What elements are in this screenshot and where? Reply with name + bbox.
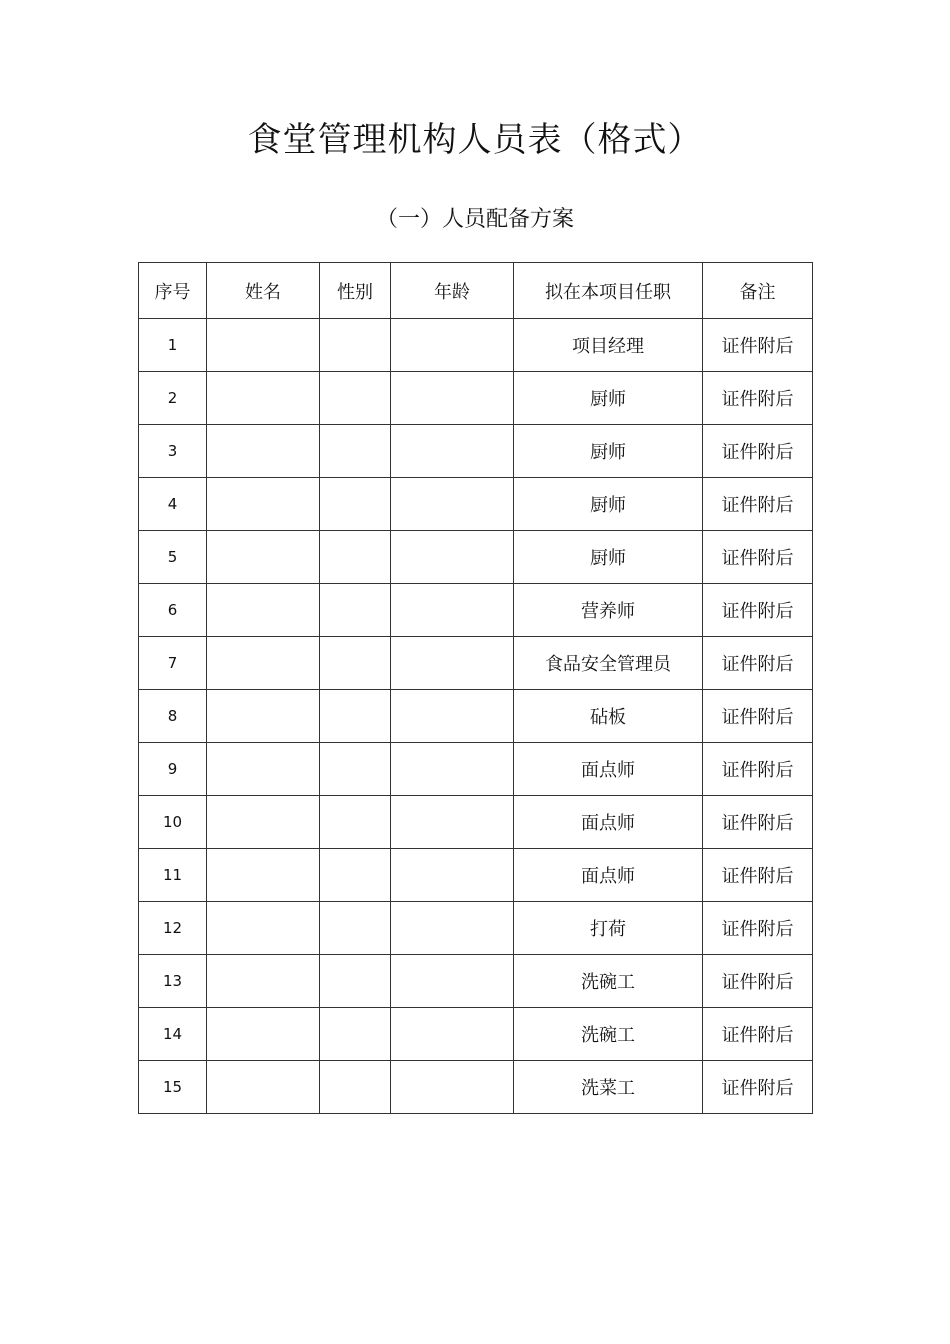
table-row: [139, 319, 813, 372]
cell-seq: 2: [139, 372, 207, 425]
cell-gender: [320, 478, 391, 531]
cell-note: 证件附后: [703, 902, 813, 955]
cell-note: 证件附后: [703, 478, 813, 531]
cell-note: 证件附后: [703, 1061, 813, 1114]
cell-seq: 14: [139, 1008, 207, 1061]
cell-seq: 7: [139, 637, 207, 690]
cell-seq: 10: [139, 796, 207, 849]
cell-gender: [320, 1061, 391, 1114]
cell-gender: [320, 372, 391, 425]
cell-seq: 12: [139, 902, 207, 955]
cell-name: [207, 372, 320, 425]
table-row: [139, 1061, 813, 1114]
cell-seq: 15: [139, 1061, 207, 1114]
cell-seq: 4: [139, 478, 207, 531]
cell-position: 厨师: [514, 425, 703, 478]
table-row: [139, 902, 813, 955]
cell-name: [207, 955, 320, 1008]
table-row: [139, 955, 813, 1008]
page-title: 食堂管理机构人员表（格式）: [247, 120, 703, 160]
cell-name: [207, 690, 320, 743]
cell-note: 证件附后: [703, 531, 813, 584]
table-row: [139, 531, 813, 584]
cell-note: 证件附后: [703, 1008, 813, 1061]
cell-seq: 5: [139, 531, 207, 584]
cell-name: [207, 319, 320, 372]
cell-position: 食品安全管理员: [514, 637, 703, 690]
cell-name: [207, 637, 320, 690]
cell-seq: 3: [139, 425, 207, 478]
cell-note: 证件附后: [703, 796, 813, 849]
cell-name: [207, 478, 320, 531]
cell-position: 洗碗工: [514, 1008, 703, 1061]
cell-age: [391, 1008, 514, 1061]
cell-age: [391, 531, 514, 584]
cell-gender: [320, 319, 391, 372]
cell-age: [391, 319, 514, 372]
cell-position: 项目经理: [514, 319, 703, 372]
cell-gender: [320, 531, 391, 584]
cell-gender: [320, 902, 391, 955]
cell-name: [207, 425, 320, 478]
cell-note: 证件附后: [703, 955, 813, 1008]
cell-name: [207, 796, 320, 849]
cell-age: [391, 955, 514, 1008]
table-row: [139, 478, 813, 531]
table-row: [139, 1008, 813, 1061]
cell-note: 证件附后: [703, 690, 813, 743]
staff-table: [138, 262, 813, 1114]
cell-position: 面点师: [514, 796, 703, 849]
cell-position: 厨师: [514, 531, 703, 584]
cell-seq: 8: [139, 690, 207, 743]
cell-age: [391, 902, 514, 955]
table-row: [139, 637, 813, 690]
cell-gender: [320, 955, 391, 1008]
cell-age: [391, 743, 514, 796]
cell-age: [391, 796, 514, 849]
cell-position: 砧板: [514, 690, 703, 743]
cell-name: [207, 1061, 320, 1114]
cell-age: [391, 637, 514, 690]
cell-note: 证件附后: [703, 743, 813, 796]
cell-name: [207, 584, 320, 637]
cell-position: 厨师: [514, 372, 703, 425]
cell-position: 厨师: [514, 478, 703, 531]
header-note: 备注: [703, 263, 813, 319]
header-age: 年龄: [391, 263, 514, 319]
table-header-row: [139, 263, 813, 319]
cell-age: [391, 425, 514, 478]
cell-gender: [320, 849, 391, 902]
cell-note: 证件附后: [703, 372, 813, 425]
table-row: [139, 372, 813, 425]
cell-gender: [320, 1008, 391, 1061]
cell-position: 打荷: [514, 902, 703, 955]
cell-position: 洗菜工: [514, 1061, 703, 1114]
table-row: [139, 690, 813, 743]
table-row: [139, 425, 813, 478]
cell-name: [207, 902, 320, 955]
cell-seq: 13: [139, 955, 207, 1008]
cell-age: [391, 690, 514, 743]
header-seq: 序号: [139, 263, 207, 319]
header-gender: 性别: [320, 263, 391, 319]
cell-gender: [320, 637, 391, 690]
cell-name: [207, 1008, 320, 1061]
cell-note: 证件附后: [703, 849, 813, 902]
table-row: [139, 796, 813, 849]
cell-name: [207, 849, 320, 902]
cell-gender: [320, 743, 391, 796]
cell-position: 面点师: [514, 849, 703, 902]
cell-position: 面点师: [514, 743, 703, 796]
cell-name: [207, 531, 320, 584]
cell-position: 营养师: [514, 584, 703, 637]
cell-position: 洗碗工: [514, 955, 703, 1008]
cell-seq: 1: [139, 319, 207, 372]
cell-note: 证件附后: [703, 319, 813, 372]
table-row: [139, 584, 813, 637]
table-row: [139, 743, 813, 796]
cell-gender: [320, 584, 391, 637]
cell-gender: [320, 425, 391, 478]
cell-age: [391, 372, 514, 425]
header-position: 拟在本项目任职: [514, 263, 703, 319]
table-row: [139, 849, 813, 902]
cell-age: [391, 849, 514, 902]
cell-seq: 9: [139, 743, 207, 796]
header-name: 姓名: [207, 263, 320, 319]
cell-name: [207, 743, 320, 796]
cell-age: [391, 1061, 514, 1114]
cell-note: 证件附后: [703, 425, 813, 478]
cell-seq: 6: [139, 584, 207, 637]
cell-note: 证件附后: [703, 584, 813, 637]
cell-gender: [320, 796, 391, 849]
section-subtitle: （一）人员配备方案: [375, 207, 574, 232]
cell-seq: 11: [139, 849, 207, 902]
cell-note: 证件附后: [703, 637, 813, 690]
table-body: [139, 319, 813, 1114]
cell-age: [391, 584, 514, 637]
cell-age: [391, 478, 514, 531]
cell-gender: [320, 690, 391, 743]
